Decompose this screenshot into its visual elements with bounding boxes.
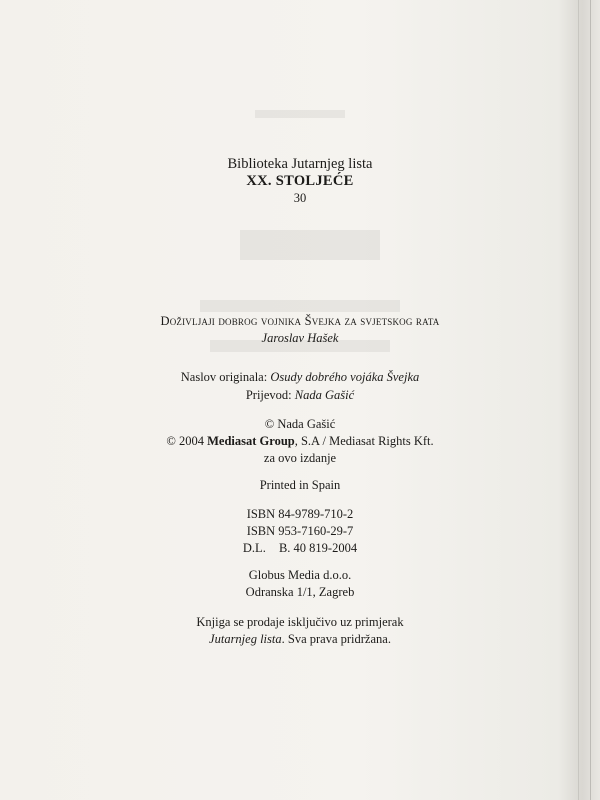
volume-number: 30 — [293, 191, 307, 205]
isbn-value: 84-9789-710-2 — [278, 507, 354, 521]
isbn-line-2 — [0, 524, 600, 539]
translation-line — [0, 388, 600, 403]
sales-notice-line-1: Knjiga se prodaje isključivo uz primjerak — [196, 615, 404, 629]
copyright-edition-note: za ovo izdanje — [263, 451, 337, 465]
isbn-label: ISBN — [246, 524, 276, 538]
copyright-company-rest: , S.A / Mediasat Rights Kft. — [294, 434, 434, 448]
original-title: Osudy dobrého vojáka Švejka — [270, 370, 420, 384]
book-author: Jaroslav Hašek — [261, 331, 339, 345]
series-title: XX. STOLJEĆE — [246, 173, 354, 189]
isbn-line-1 — [0, 507, 600, 522]
printed-in: Printed in Spain — [259, 478, 341, 492]
book-title: Doživljaji dobrog vojnika Švejka za svjetskog rata — [160, 314, 440, 328]
isbn-label: ISBN — [246, 507, 276, 521]
original-title-label: Naslov originala: — [180, 370, 268, 384]
sales-notice-line-2 — [0, 632, 600, 647]
legal-deposit-value: B. 40 819-2004 — [278, 541, 358, 555]
isbn-value: 953-7160-29-7 — [278, 524, 354, 538]
legal-deposit-label: D.L. — [242, 541, 266, 555]
copyright-line: © Nada Gašić — [264, 417, 336, 431]
translation-label: Prijevod: — [245, 388, 292, 402]
translator-name: Nada Gašić — [294, 388, 355, 402]
publisher-name: Globus Media d.o.o. — [248, 568, 352, 582]
newspaper-name: Jutarnjeg lista — [209, 632, 282, 646]
rights-reserved: . Sva prava pridržana. — [281, 632, 391, 646]
copyright-company: Mediasat Group — [207, 434, 295, 448]
legal-deposit-line — [0, 541, 600, 556]
publisher-address: Odranska 1/1, Zagreb — [245, 585, 355, 599]
original-title-line — [0, 370, 600, 385]
library-name: Biblioteka Jutarnjeg lista — [227, 156, 373, 172]
copyright-edition-line — [0, 434, 600, 449]
copyright-year: © 2004 — [166, 434, 204, 448]
